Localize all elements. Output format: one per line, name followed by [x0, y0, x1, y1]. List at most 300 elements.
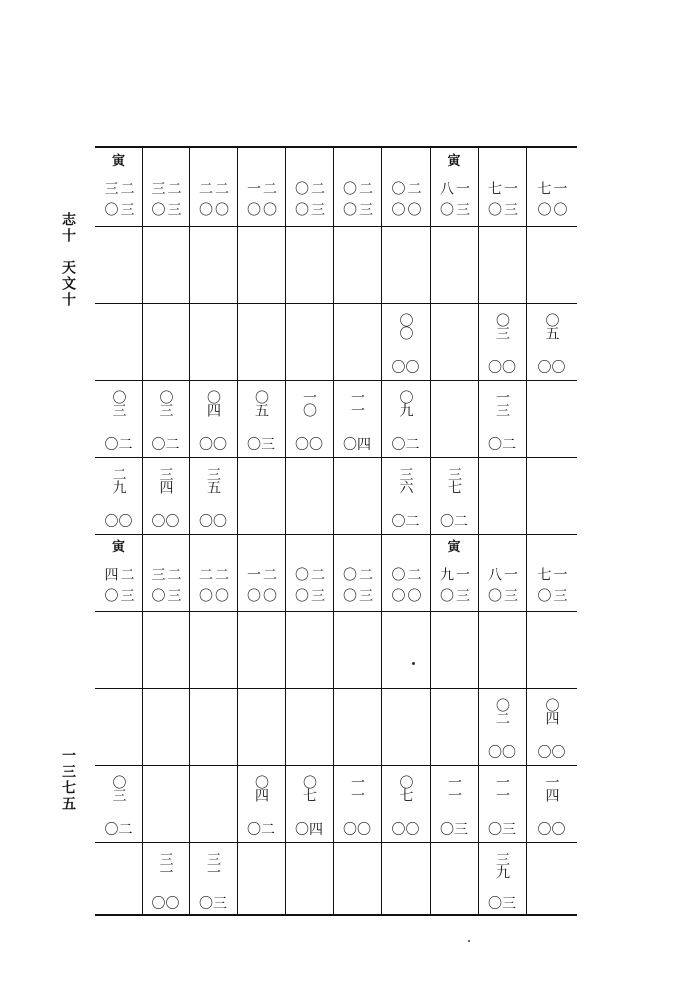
astronomical-table	[95, 146, 577, 916]
table-cell	[95, 380, 142, 457]
value-column	[341, 181, 373, 201]
table-cell	[430, 148, 478, 226]
cell-lower-value: 〇二	[247, 822, 275, 838]
value-column	[245, 588, 277, 608]
margin-chapter-title: 志十 天文十	[60, 212, 76, 308]
glyph: 三	[357, 202, 373, 215]
cell-upper-value: 〇〇	[397, 313, 414, 339]
cell-upper-value: 一一	[446, 775, 462, 801]
glyph: 〇	[213, 202, 229, 215]
cell-upper-value: 〇四	[543, 698, 560, 724]
cell-upper-value: 一四	[543, 775, 560, 801]
glyph: 一	[454, 567, 470, 580]
glyph: 〇	[261, 587, 277, 601]
cell-value	[438, 181, 470, 222]
value-column	[486, 588, 518, 608]
glyph: 七	[486, 181, 502, 194]
cell-lower-value: 〇〇	[104, 514, 133, 530]
cell-lower-value: 〇〇	[537, 822, 566, 838]
table-cell	[333, 688, 381, 765]
cell-lower-value: 〇三	[199, 896, 227, 912]
cell-upper-value: 〇二	[494, 698, 510, 724]
cell-upper-value: 〇五	[543, 313, 560, 339]
glyph: 三	[357, 587, 373, 601]
glyph: 〇	[293, 181, 309, 194]
glyph: 一	[454, 181, 470, 194]
glyph: 三	[165, 587, 182, 601]
table-cell	[95, 226, 142, 303]
value-column	[197, 202, 229, 222]
glyph: 二	[261, 567, 277, 580]
cell-upper-value: 一一	[349, 390, 365, 416]
value-column	[341, 567, 373, 587]
table-cell	[285, 148, 333, 226]
table-cell	[189, 765, 237, 842]
glyph: 〇	[389, 567, 406, 580]
glyph: 二	[261, 181, 277, 194]
table-cell	[381, 226, 430, 303]
value-column	[438, 588, 470, 608]
glyph: 〇	[405, 587, 422, 601]
table-cell	[430, 842, 478, 916]
glyph: 〇	[389, 202, 406, 215]
glyph: 〇	[486, 202, 502, 215]
value-column	[438, 181, 470, 201]
table-cell	[142, 611, 189, 688]
table-cell	[142, 380, 189, 457]
cell-upper-value: 〇三	[157, 390, 174, 416]
glyph: 三	[551, 587, 568, 601]
glyph: 〇	[293, 587, 309, 601]
table-cell	[285, 457, 333, 534]
table-cell	[526, 688, 577, 765]
table-cell	[381, 148, 430, 226]
glyph: 〇	[245, 587, 261, 601]
glyph: 〇	[261, 202, 277, 215]
cell-lower-value: 〇〇	[199, 437, 227, 453]
value-column	[536, 202, 568, 222]
cell-upper-value: 三一	[157, 852, 174, 878]
cell-value	[536, 181, 568, 222]
table-cell	[237, 688, 285, 765]
glyph: 〇	[213, 587, 229, 601]
cell-value	[486, 567, 518, 607]
cell-lower-value: 〇二	[104, 437, 133, 453]
table-cell	[285, 380, 333, 457]
cell-upper-value: 〇七	[301, 775, 317, 801]
glyph: 八	[438, 181, 454, 194]
value-column	[103, 202, 135, 222]
table-cell	[478, 534, 526, 611]
table-cell	[478, 380, 526, 457]
table-cell	[189, 380, 237, 457]
table-cell	[237, 611, 285, 688]
table-cell	[189, 303, 237, 380]
table-cell	[478, 842, 526, 916]
value-column	[438, 202, 470, 222]
glyph: 三	[309, 202, 325, 215]
table-cell	[430, 457, 478, 534]
value-column	[197, 181, 229, 201]
glyph: 二	[213, 181, 229, 194]
cell-upper-value: 三四	[157, 467, 174, 493]
glyph: 〇	[245, 202, 261, 215]
cell-upper-value: 三六	[397, 467, 414, 493]
table-cell	[237, 148, 285, 226]
value-column	[103, 181, 135, 201]
cell-lower-value: 〇四	[295, 822, 323, 838]
cell-value	[390, 567, 422, 607]
cell-lower-value: 〇〇	[151, 896, 180, 912]
table-cell	[381, 457, 430, 534]
cell-value	[103, 567, 135, 607]
glyph: 八	[486, 567, 502, 580]
table-cell	[526, 303, 577, 380]
cell-upper-value: 一〇	[301, 390, 317, 416]
cell-lower-value: 〇〇	[343, 822, 371, 838]
value-column	[536, 567, 568, 587]
cell-lower-value: 〇〇	[488, 745, 516, 761]
table-cell	[526, 765, 577, 842]
glyph: 一	[551, 181, 568, 194]
table-cell	[478, 457, 526, 534]
table-cell	[95, 842, 142, 916]
table-cell	[526, 611, 577, 688]
table-cell	[189, 534, 237, 611]
table-cell	[285, 611, 333, 688]
value-column	[341, 588, 373, 608]
table-cell	[478, 148, 526, 226]
glyph: 三	[502, 202, 518, 215]
table-cell	[333, 303, 381, 380]
value-column	[390, 202, 422, 222]
glyph: 一	[245, 567, 261, 580]
table-cell	[430, 688, 478, 765]
table-cell	[95, 534, 142, 611]
table-cell	[526, 534, 577, 611]
table-cell	[333, 842, 381, 916]
glyph: 二	[357, 181, 373, 194]
table-cell	[381, 611, 430, 688]
value-column	[536, 588, 568, 608]
table-cell	[333, 534, 381, 611]
value-column	[293, 181, 325, 201]
table-cell	[526, 226, 577, 303]
table-cell	[478, 765, 526, 842]
glyph: 二	[118, 567, 135, 580]
cell-upper-value: 〇五	[253, 390, 269, 416]
value-column	[103, 588, 135, 608]
glyph: 三	[118, 587, 135, 601]
cell-upper-value: 〇九	[397, 390, 414, 416]
glyph: 二	[405, 181, 422, 194]
table-cell	[189, 842, 237, 916]
table-cell	[381, 688, 430, 765]
glyph: 〇	[438, 587, 454, 601]
cell-lower-value: 〇〇	[391, 822, 420, 838]
glyph: 二	[118, 181, 135, 194]
cell-upper-value: 〇四	[253, 775, 269, 801]
table-cell	[478, 303, 526, 380]
cell-lower-value: 〇〇	[488, 360, 516, 376]
value-column	[390, 567, 422, 587]
cell-lower-value: 〇〇	[391, 360, 420, 376]
value-column	[438, 567, 470, 587]
table-cell	[381, 842, 430, 916]
glyph: 〇	[535, 202, 552, 215]
table-cell	[285, 688, 333, 765]
glyph: 〇	[149, 587, 166, 601]
cell-value	[486, 181, 518, 222]
cell-value	[197, 181, 229, 222]
table-cell	[333, 226, 381, 303]
cell-lower-value: 〇二	[391, 514, 420, 530]
value-column	[293, 202, 325, 222]
table-cell	[142, 303, 189, 380]
value-column	[150, 202, 182, 222]
cell-lower-value: 〇〇	[151, 514, 180, 530]
table-cell	[237, 765, 285, 842]
value-column	[245, 202, 277, 222]
value-column	[390, 181, 422, 201]
glyph: 三	[454, 587, 470, 601]
cell-value	[293, 181, 325, 222]
glyph: 一	[502, 181, 518, 194]
glyph: 〇	[102, 587, 119, 601]
cell-mark: 寅	[447, 540, 461, 555]
value-column	[486, 202, 518, 222]
glyph: 〇	[341, 202, 357, 215]
glyph: 二	[213, 567, 229, 580]
table-cell	[381, 303, 430, 380]
glyph: 三	[502, 587, 518, 601]
cell-upper-value: 三一	[205, 852, 221, 878]
cell-value	[536, 567, 568, 607]
cell-lower-value: 〇三	[247, 437, 275, 453]
value-column	[197, 588, 229, 608]
table-cell	[526, 148, 577, 226]
table-cell	[189, 688, 237, 765]
glyph: 〇	[293, 567, 309, 580]
glyph: 〇	[486, 587, 502, 601]
table-cell	[381, 534, 430, 611]
value-column	[245, 181, 277, 201]
table-cell	[333, 380, 381, 457]
glyph: 三	[454, 202, 470, 215]
table-cell	[526, 457, 577, 534]
table-cell	[142, 765, 189, 842]
cell-value	[197, 567, 229, 607]
glyph: 〇	[551, 202, 568, 215]
cell-upper-value: 三九	[494, 852, 510, 878]
cell-lower-value: 〇二	[440, 514, 468, 530]
cell-upper-value: 〇三	[110, 390, 127, 416]
page-number: 一三七五	[60, 748, 76, 812]
cell-lower-value: 〇〇	[199, 514, 227, 530]
value-column	[536, 181, 568, 201]
table-cell	[526, 380, 577, 457]
glyph: 三	[309, 587, 325, 601]
table-cell	[285, 842, 333, 916]
table-cell	[526, 842, 577, 916]
glyph: 三	[149, 567, 166, 580]
table-cell	[478, 611, 526, 688]
glyph: 二	[165, 181, 182, 194]
table-cell	[237, 226, 285, 303]
table-cell	[237, 534, 285, 611]
cell-value	[103, 181, 135, 222]
glyph: 〇	[102, 202, 119, 215]
table-cell	[333, 611, 381, 688]
table-cell	[95, 303, 142, 380]
cell-upper-value: 〇三	[110, 775, 127, 801]
table-cell	[430, 303, 478, 380]
glyph: 〇	[149, 202, 166, 215]
table-cell	[189, 611, 237, 688]
table-cell	[95, 765, 142, 842]
cell-lower-value: 〇四	[343, 437, 371, 453]
cell-value	[341, 181, 373, 222]
value-column	[150, 567, 182, 587]
table-cell	[285, 226, 333, 303]
glyph: 〇	[341, 181, 357, 194]
value-column	[293, 588, 325, 608]
glyph: 〇	[293, 202, 309, 215]
table-cell	[95, 611, 142, 688]
cell-value	[293, 567, 325, 607]
glyph: 二	[165, 567, 182, 580]
value-column	[486, 567, 518, 587]
table-cell	[142, 226, 189, 303]
value-column	[486, 181, 518, 201]
value-column	[103, 567, 135, 587]
value-column	[390, 588, 422, 608]
glyph: 〇	[438, 202, 454, 215]
table-cell	[333, 457, 381, 534]
table-cell	[142, 688, 189, 765]
glyph: 三	[149, 181, 166, 194]
cell-lower-value: 〇〇	[295, 437, 323, 453]
glyph: 〇	[341, 587, 357, 601]
cell-upper-value: 〇四	[205, 390, 221, 416]
table-cell	[430, 765, 478, 842]
table-cell	[333, 765, 381, 842]
cell-upper-value: 一三	[494, 390, 510, 416]
table-cell	[430, 226, 478, 303]
value-column	[150, 181, 182, 201]
table-cell	[430, 534, 478, 611]
table-cell	[142, 534, 189, 611]
glyph: 一	[551, 567, 568, 580]
glyph: 九	[438, 567, 454, 580]
glyph: 二	[309, 181, 325, 194]
table-cell	[142, 842, 189, 916]
table-cell	[285, 765, 333, 842]
glyph: 二	[309, 567, 325, 580]
cell-mark: 寅	[447, 154, 461, 169]
glyph: 三	[165, 202, 182, 215]
cell-mark: 寅	[111, 540, 125, 555]
cell-upper-value: 三五	[205, 467, 221, 493]
table-cell	[189, 457, 237, 534]
cell-value	[245, 567, 277, 607]
glyph: 二	[197, 567, 213, 580]
cell-upper-value: 一一	[494, 775, 510, 801]
cell-lower-value: 〇〇	[537, 745, 566, 761]
ink-speck	[468, 940, 470, 942]
table-cell	[95, 457, 142, 534]
cell-value	[390, 181, 422, 222]
glyph: 二	[405, 567, 422, 580]
glyph: 二	[357, 567, 373, 580]
ink-speck	[412, 662, 415, 665]
cell-upper-value: 三七	[446, 467, 462, 493]
cell-upper-value: 〇三	[494, 313, 510, 339]
cell-lower-value: 〇二	[151, 437, 180, 453]
cell-upper-value: 一一	[349, 775, 365, 801]
table-cell	[285, 534, 333, 611]
glyph: 一	[502, 567, 518, 580]
glyph: 〇	[405, 202, 422, 215]
cell-upper-value: 〇七	[397, 775, 414, 801]
value-column	[245, 567, 277, 587]
table-cell	[189, 148, 237, 226]
glyph: 〇	[197, 587, 213, 601]
table-cell	[381, 380, 430, 457]
glyph: 〇	[389, 181, 406, 194]
cell-mark: 寅	[111, 154, 125, 169]
table-cell	[95, 148, 142, 226]
cell-upper-value: 二九	[110, 467, 127, 493]
glyph: 七	[535, 181, 552, 194]
table-cell	[237, 842, 285, 916]
glyph: 〇	[197, 202, 213, 215]
cell-lower-value: 〇二	[391, 437, 420, 453]
cell-lower-value: 〇三	[488, 822, 516, 838]
value-column	[341, 202, 373, 222]
cell-lower-value: 〇二	[488, 437, 516, 453]
table-cell	[333, 148, 381, 226]
table-cell	[95, 688, 142, 765]
table-cell	[430, 611, 478, 688]
glyph: 〇	[535, 587, 552, 601]
table-cell	[237, 303, 285, 380]
value-column	[150, 588, 182, 608]
glyph: 四	[102, 567, 119, 580]
table-cell	[142, 457, 189, 534]
table-cell	[237, 380, 285, 457]
cell-value	[438, 567, 470, 607]
table-cell	[430, 380, 478, 457]
value-column	[293, 567, 325, 587]
table-cell	[285, 303, 333, 380]
glyph: 二	[197, 181, 213, 194]
glyph: 三	[118, 202, 135, 215]
cell-lower-value: 〇〇	[537, 360, 566, 376]
glyph: 〇	[341, 567, 357, 580]
table-cell	[142, 148, 189, 226]
table-cell	[237, 457, 285, 534]
cell-lower-value: 〇三	[440, 822, 468, 838]
value-column	[197, 567, 229, 587]
glyph: 七	[535, 567, 552, 580]
table-cell	[478, 688, 526, 765]
table-cell	[478, 226, 526, 303]
table-cell	[189, 226, 237, 303]
cell-value	[150, 567, 182, 607]
cell-lower-value: 〇二	[104, 822, 133, 838]
cell-value	[245, 181, 277, 222]
